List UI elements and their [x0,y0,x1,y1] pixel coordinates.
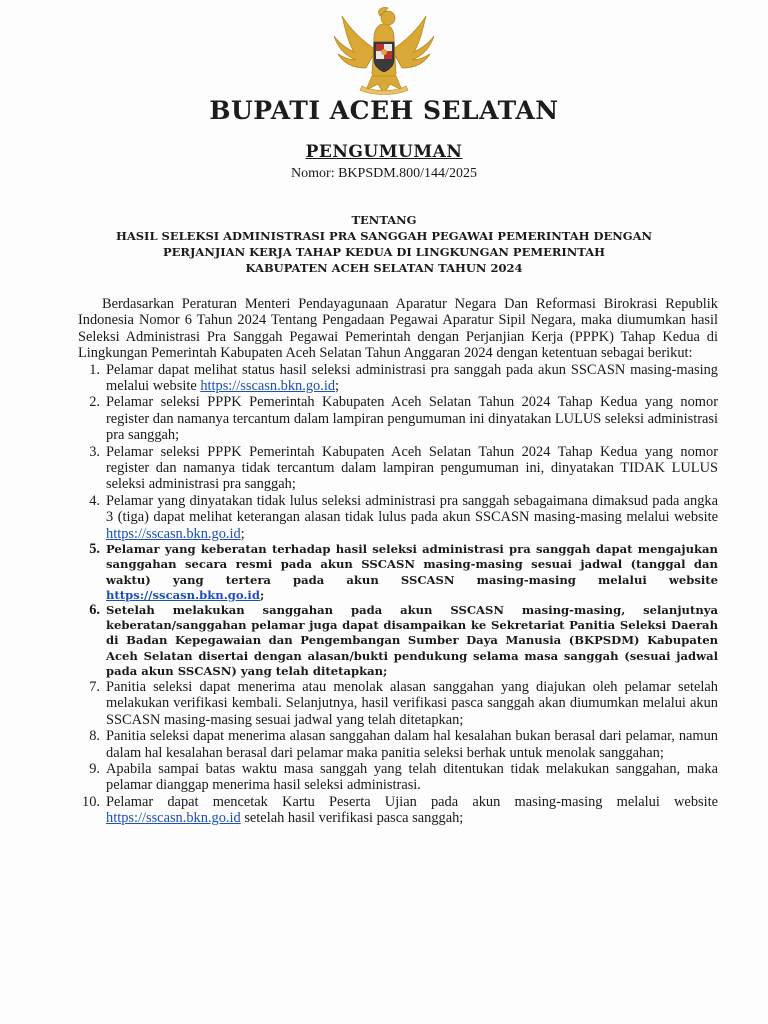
list-item [78,493,718,542]
item-text: Panitia seleksi dapat menerima alasan sanggahan dalam hal kesalahan bukan berasal dari pelamar, namun dalam hal kesalahan berasal dari pelamar maka panitia seleksi berhak untuk menolak sanggahan; [106,728,718,761]
sscasn-link[interactable]: https://sscasn.bkn.go.id [106,810,241,827]
subject-line-2: PERJANJIAN KERJA TAHAP KEDUA DI LINGKUNGAN PEMERINTAH [162,245,606,259]
list-item [78,761,718,794]
list-item [78,542,718,603]
list-item [78,362,718,395]
list-item [78,603,718,679]
intro-paragraph: Berdasarkan Peraturan Menteri Pendayagunaan Aparatur Negara Dan Reformasi Birokrasi Republik Indonesia Nomor 6 Tahun 2024 Tentang Pengadaan Pegawai Aparatur Sipil Negara, maka diumumkan hasil Seleksi Administrasi Pra Sanggah Pegawai Pemerintah dengan Perjanjian Kerja (PPPK) Tahap Kedua di Lingkungan Pemerintah Kabupaten Aceh Selatan Tahun Anggaran 2024 dengan ketentuan sebagai berikut: [78,296,718,362]
item-text: Pelamar yang dinyatakan tidak lulus seleksi administrasi pra sanggah sebagaimana dimaksud pada angka 3 (tiga) dapat melihat keterangan alasan tidak lulus pada akun SSCASN masing-masing melalui website [106,492,718,526]
subject-label: TENTANG [351,213,417,227]
subject-line-3: KABUPATEN ACEH SELATAN TAHUN 2024 [245,261,523,275]
list-number: 3. [89,443,100,460]
sscasn-link[interactable]: https://sscasn.bkn.go.id [106,587,260,602]
item-text: Pelamar seleksi PPPK Pemerintah Kabupaten Aceh Selatan Tahun 2024 Tahap Kedua yang nomor register dan namanya tidak tercantum dalam lampiran pengumuman ini, dinyatakan TIDAK LULUS seleksi administrasi pra sanggah; [106,443,718,493]
item-text: Setelah melakukan sanggahan pada akun SSCASN masing-masing, selanjutnya keberatan/sanggahan pelamar juga dapat disampaikan ke Sekretariat Panitia Seleksi Daerah di Badan Kepegawaian dan Pengembangan Sumber Daya Manusia (BKPSDM) Kabupaten Aceh Selatan disertai dengan alasan/bukti pendukung selama masa sanggah (sesuai jadwal pada akun SSCASN) yang telah ditetapkan; [106,602,718,678]
item-text: Pelamar seleksi PPPK Pemerintah Kabupaten Aceh Selatan Tahun 2024 Tahap Kedua yang nomor register dan namanya tercantum dalam lampiran pengumuman ini dinyatakan LULUS seleksi administrasi pra sanggah; [106,394,718,444]
list-number: 5. [89,541,100,558]
list-number: 9. [89,760,100,777]
item-text: Pelamar yang keberatan terhadap hasil seleksi administrasi pra sanggah dapat mengajukan sanggahan secara resmi pada akun SSCASN masing-masing sesuai jadwal (tanggal dan waktu) yang tertera pada akun SSCASN masing-masing melalui website [106,542,718,587]
list-number: 1. [89,361,100,378]
sscasn-link[interactable]: https://sscasn.bkn.go.id [106,525,241,542]
list-item [78,794,718,827]
item-text-end: ; [335,378,340,395]
list-item [78,728,718,761]
list-number: 10. [82,793,100,810]
announcement-heading: PENGUMUMAN [305,142,463,162]
announcement-body [78,296,718,827]
document-title: BUPATI ACEH SELATAN [209,96,559,125]
document-number: Nomor: BKPSDM.800/144/2025 [291,166,477,181]
list-number: 6. [89,601,100,618]
list-number: 8. [89,728,100,745]
item-text: Panitia seleksi dapat menerima atau menolak alasan sanggahan yang diajukan oleh pelamar setelah melakukan verifikasi kembali. Selanjutnya, hasil verifikasi pasca sanggah akan diumumkan melalui akun SSCASN masing-masing sesuai jadwal yang telah ditetapkan; [106,678,718,728]
list-item [78,394,718,443]
list-item [78,679,718,728]
list-number: 7. [89,678,100,695]
item-text-end: setelah hasil verifikasi pasca sanggah; [240,810,464,827]
list-item [78,444,718,493]
sscasn-link[interactable]: https://sscasn.bkn.go.id [200,378,336,395]
provisions-list [78,362,718,827]
item-text: Apabila sampai batas waktu masa sanggah yang telah ditentukan tidak melakukan sanggahan, maka pelamar dianggap menerima hasil seleksi administrasi. [106,760,718,794]
item-text-end: ; [240,525,245,542]
subject-line-1: HASIL SELEKSI ADMINISTRASI PRA SANGGAH PEGAWAI PEMERINTAH DENGAN [115,229,653,243]
item-text-end: ; [259,587,265,602]
list-number: 4. [89,492,100,509]
subject-block [0,212,768,276]
garuda-emblem-icon [316,2,452,98]
item-text: Pelamar dapat mencetak Kartu Peserta Ujian pada akun masing-masing melalui website [106,793,718,810]
item-text: Pelamar dapat melihat status hasil seleksi administrasi pra sanggah pada akun SSCASN masing-masing melalui website [106,361,718,395]
list-number: 2. [89,394,100,411]
